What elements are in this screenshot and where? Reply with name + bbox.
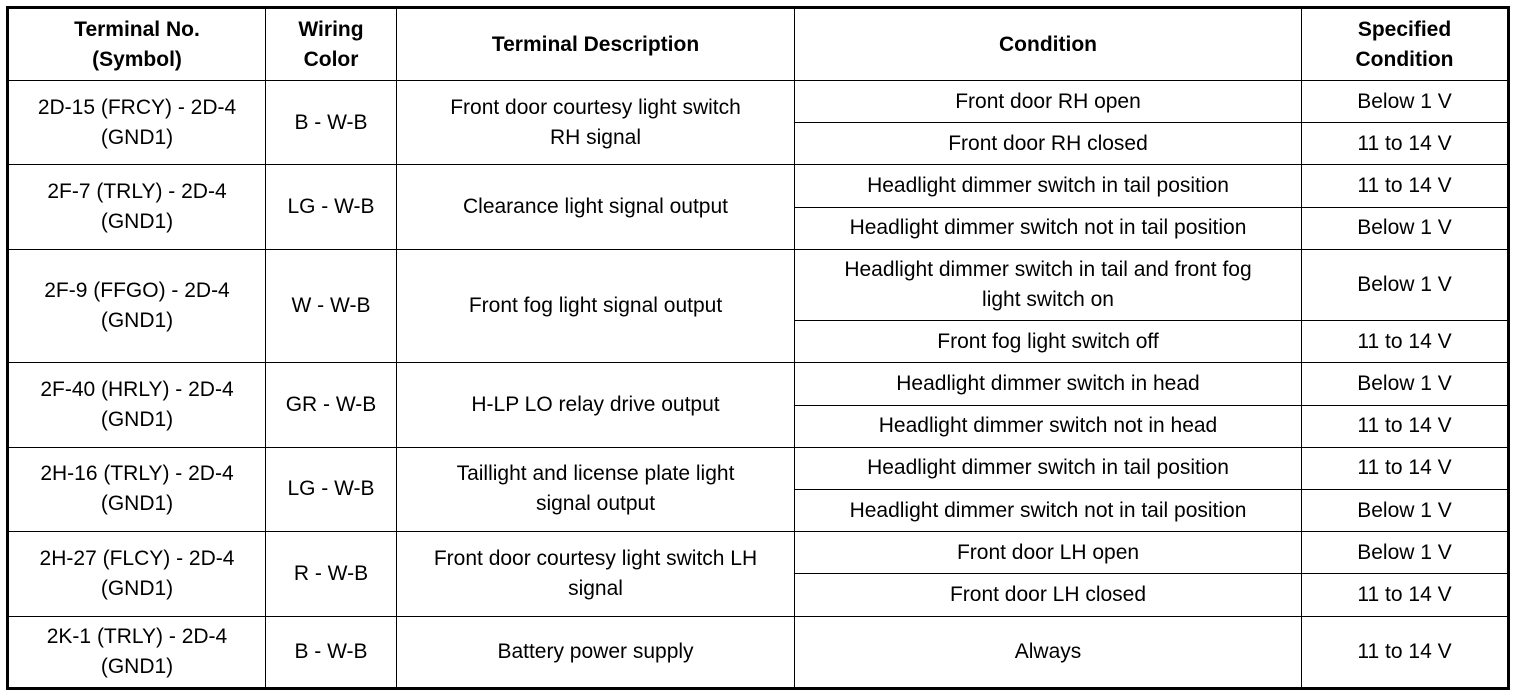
- header-condition: Condition: [795, 8, 1302, 81]
- specified-condition-cell: 11 to 14 V: [1302, 447, 1509, 489]
- condition-text: Headlight dimmer switch not in tail position: [849, 498, 1247, 522]
- wiring-color-cell: LG - W-B: [266, 165, 397, 249]
- description-cell: [397, 447, 795, 531]
- header-wiring-line2: Color: [303, 47, 359, 71]
- table-row: [8, 249, 1509, 320]
- wiring-color-cell: LG - W-B: [266, 447, 397, 531]
- description-text: RH signal: [549, 125, 642, 149]
- condition-cell: [795, 489, 1302, 531]
- condition-cell: [795, 616, 1302, 688]
- terminal-text: 2F-40 (HRLY) - 2D-4: [40, 378, 234, 402]
- condition-text: Front fog light switch off: [937, 329, 1159, 353]
- terminal-cell: [8, 616, 266, 688]
- condition-text: Headlight dimmer switch in tail position: [867, 174, 1229, 197]
- specified-condition-cell: 11 to 14 V: [1302, 574, 1509, 616]
- terminal-cell: [8, 81, 266, 165]
- condition-cell: [795, 363, 1302, 405]
- table-body: [8, 81, 1509, 689]
- description-text: Clearance light signal output: [462, 195, 728, 219]
- condition-text: Headlight dimmer switch not in tail position: [849, 216, 1247, 240]
- table-row: [8, 363, 1509, 405]
- specified-condition-cell: 11 to 14 V: [1302, 165, 1509, 207]
- specified-condition-cell: Below 1 V: [1302, 363, 1509, 405]
- specified-condition-cell: Below 1 V: [1302, 249, 1509, 320]
- terminal-text: 2K-1 (TRLY) - 2D-4: [46, 624, 228, 648]
- description-cell: [397, 249, 795, 363]
- description-text: Battery power supply: [497, 639, 694, 663]
- condition-cell: [795, 207, 1302, 249]
- condition-text: Front door LH open: [956, 540, 1140, 564]
- table-row: [8, 447, 1509, 489]
- description-text: Taillight and license plate light: [456, 462, 735, 486]
- condition-cell: [795, 574, 1302, 616]
- condition-cell: [795, 165, 1302, 207]
- header-terminal-line2: (Symbol): [92, 47, 182, 71]
- table-row: [8, 81, 1509, 123]
- specified-condition-cell: 11 to 14 V: [1302, 616, 1509, 688]
- terminal-text: (GND1): [100, 492, 174, 516]
- header-description: Terminal Description: [397, 8, 795, 81]
- header-specified-line2: Condition: [1355, 47, 1454, 71]
- terminal-text: 2F-9 (FFGO) - 2D-4: [44, 279, 230, 303]
- specified-condition-cell: Below 1 V: [1302, 532, 1509, 574]
- terminal-text: (GND1): [100, 125, 174, 149]
- wiring-color-cell: B - W-B: [266, 616, 397, 688]
- specified-condition-cell: Below 1 V: [1302, 207, 1509, 249]
- terminal-text: (GND1): [100, 408, 174, 432]
- header-terminal: [8, 8, 266, 81]
- description-text: signal output: [535, 492, 656, 516]
- table-row: [8, 532, 1509, 574]
- terminal-cell: [8, 447, 266, 531]
- terminal-cell: [8, 363, 266, 447]
- description-text: Front door courtesy light switch LH: [433, 546, 758, 570]
- terminal-cell: [8, 249, 266, 363]
- condition-text: Front door RH open: [955, 89, 1141, 113]
- condition-cell: [795, 123, 1302, 165]
- specified-condition-cell: Below 1 V: [1302, 489, 1509, 531]
- wiring-color-cell: R - W-B: [266, 532, 397, 616]
- condition-text: Always: [1014, 639, 1082, 663]
- header-row: [8, 8, 1509, 81]
- condition-cell: [795, 321, 1302, 363]
- condition-cell: [795, 447, 1302, 489]
- header-wiring: [266, 8, 397, 81]
- specified-condition-cell: Below 1 V: [1302, 81, 1509, 123]
- description-text: signal: [568, 576, 623, 600]
- terminal-text: 2D-15 (FRCY) - 2D-4: [37, 95, 237, 119]
- condition-text: Front door RH closed: [948, 131, 1148, 155]
- header-specified-line1: Specified: [1357, 17, 1452, 41]
- specified-condition-cell: 11 to 14 V: [1302, 123, 1509, 165]
- header-specified: [1302, 8, 1509, 81]
- terminal-text: 2H-27 (FLCY) - 2D-4: [39, 546, 235, 570]
- condition-text: light switch on: [982, 287, 1114, 311]
- terminal-text: (GND1): [100, 576, 174, 600]
- description-cell: [397, 165, 795, 249]
- wiring-color-cell: B - W-B: [266, 81, 397, 165]
- terminal-text: (GND1): [100, 654, 174, 678]
- terminal-cell: [8, 532, 266, 616]
- header-terminal-line1: Terminal No.: [74, 17, 200, 41]
- description-cell: [397, 81, 795, 165]
- terminal-text: (GND1): [100, 210, 174, 234]
- condition-text: Front door LH closed: [949, 582, 1147, 606]
- condition-text: Headlight dimmer switch in head: [896, 371, 1200, 395]
- description-cell: [397, 532, 795, 616]
- description-cell: [397, 363, 795, 447]
- table-row: [8, 165, 1509, 207]
- specified-condition-cell: 11 to 14 V: [1302, 321, 1509, 363]
- description-text: Front fog light signal output: [468, 294, 723, 318]
- condition-cell: [795, 532, 1302, 574]
- specified-condition-cell: 11 to 14 V: [1302, 405, 1509, 447]
- wiring-color-cell: GR - W-B: [266, 363, 397, 447]
- condition-text: Headlight dimmer switch in tail and front fog: [844, 257, 1252, 281]
- condition-text: Headlight dimmer switch in tail position: [867, 456, 1229, 480]
- terminal-cell: [8, 165, 266, 249]
- terminal-spec-table: [6, 6, 1510, 690]
- wiring-color-cell: W - W-B: [266, 249, 397, 363]
- description-cell: [397, 616, 795, 688]
- table-row: [8, 616, 1509, 688]
- condition-cell: [795, 249, 1302, 320]
- description-text: Front door courtesy light switch: [450, 95, 741, 119]
- terminal-text: 2H-16 (TRLY) - 2D-4: [40, 462, 234, 486]
- description-text: H-LP LO relay drive output: [471, 393, 720, 417]
- condition-cell: [795, 81, 1302, 123]
- condition-cell: [795, 405, 1302, 447]
- header-wiring-line1: Wiring: [298, 17, 364, 41]
- terminal-text: 2F-7 (TRLY) - 2D-4: [47, 180, 227, 204]
- condition-text: Headlight dimmer switch not in head: [878, 414, 1218, 438]
- terminal-text: (GND1): [100, 309, 174, 333]
